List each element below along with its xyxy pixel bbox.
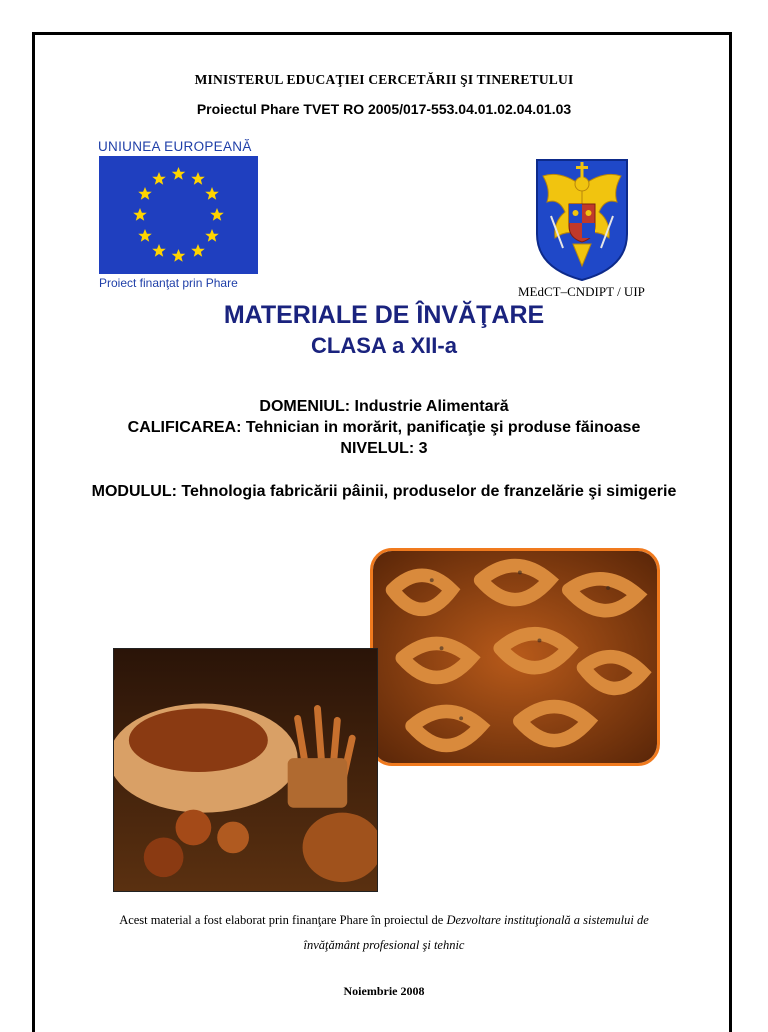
domain-line — [0, 398, 768, 416]
funding-note — [60, 908, 708, 958]
eu-caption: Proiect finanţat prin Phare — [99, 276, 238, 290]
publication-date: Noiembrie 2008 — [343, 984, 425, 998]
document-title: MATERIALE DE ÎNVĂŢARE — [223, 301, 545, 329]
funding-note-italic-1: Dezvoltare instituţională a sistemului de — [446, 913, 649, 927]
funding-note-italic-2: învăţământ profesional şi tehnic — [303, 938, 465, 952]
project-code: Proiectul Phare TVET RO 2005/017-553.04.01.02.04.01.03 — [196, 101, 572, 117]
level-value: 3 — [418, 440, 428, 457]
class-title: CLASA a XII-a — [311, 333, 457, 358]
eu-stars — [99, 156, 258, 274]
eu-title: UNIUNEA EUROPEANĂ — [98, 139, 252, 154]
ministry-name: MINISTERUL EDUCAŢIEI CERCETĂRII ŞI TINERETULUI — [194, 72, 574, 87]
agency-label: MEdCT–CNDIPT / UIP — [518, 284, 645, 299]
qualification-line — [0, 419, 768, 437]
module-label: MODULUL: — [91, 483, 177, 500]
domain-value: Industrie Alimentară — [354, 398, 509, 415]
domain-label: DOMENIUL: — [259, 398, 351, 415]
level-label: NIVELUL: — [340, 440, 415, 457]
module-line — [0, 481, 768, 502]
funding-note-prefix: Acest material a fost elaborat prin finanţare Phare în proiectul de — [119, 913, 444, 927]
module-value: Tehnologia fabricării pâinii, produselor de franzelărie şi simigerie — [181, 483, 677, 500]
romania-coat-of-arms-logo — [533, 156, 631, 282]
qualification-label: CALIFICAREA: — [127, 419, 242, 436]
level-line — [0, 440, 768, 458]
eu-flag-logo — [99, 156, 258, 274]
qualification-value: Tehnician in morărit, panificaţie şi produse făinoase — [245, 419, 641, 436]
bread-photo — [113, 648, 378, 892]
pretzels-photo — [370, 548, 660, 766]
